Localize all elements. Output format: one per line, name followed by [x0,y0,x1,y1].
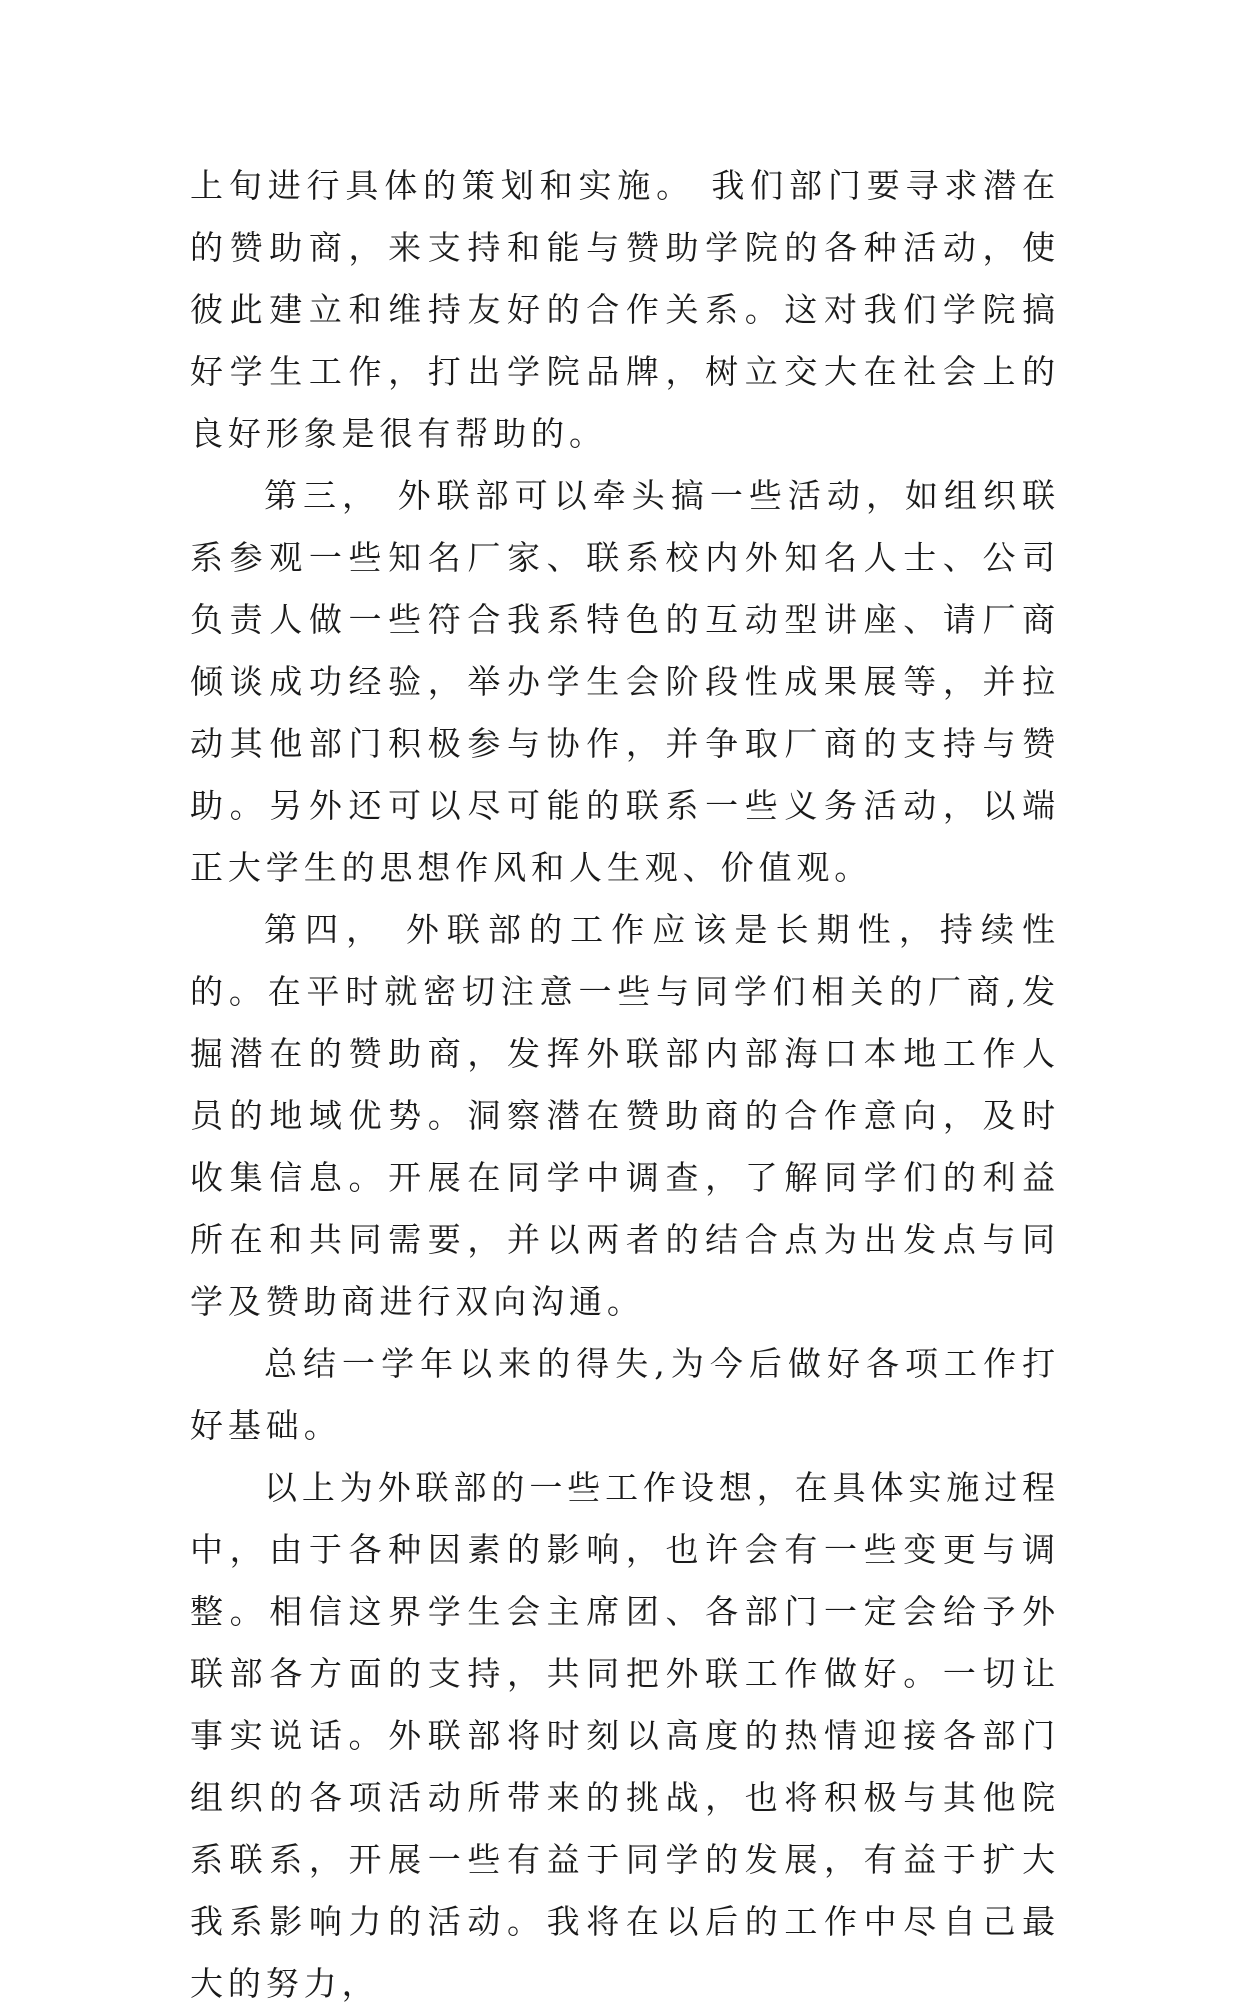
paragraph-summary: 总结一学年以来的得失,为今后做好各项工作打好基础。 [190,1344,1060,1445]
paragraph-continuation: 上旬进行具体的策划和实施。 我们部门要寻求潜在的赞助商，来支持和能与赞助学院的各种活动，使彼此建立和维持友好的合作关系。这对我们学院搞好学生工作，打出学院品牌，树立交大在社会上的良好形象是很有帮助的。 [190,166,1060,453]
paragraph-fourth-point: 第四， 外联部的工作应该是长期性，持续性的。在平时就密切注意一些与同学们相关的厂商,发掘潜在的赞助商，发挥外联部内部海口本地工作人员的地域优势。洞察潜在赞助商的合作意向，及时收集信息。开展在同学中调查，了解同学们的利益所在和共同需要，并以两者的结合点为出发点与同学及赞助商进行双向沟通。 [190,910,1060,1321]
paragraph-third-point: 第三， 外联部可以牵头搞一些活动，如组织联系参观一些知名厂家、联系校内外知名人士、公司负责人做一些符合我系特色的互动型讲座、请厂商倾谈成功经验，举办学生会阶段性成果展等，并拉动其他部门积极参与协作，并争取厂商的支持与赞助。另外还可以尽可能的联系一些义务活动，以端正大学生的思想作风和人生观、价值观。 [190,476,1060,887]
document-page [190,155,1060,2015]
paragraph-closing: 以上为外联部的一些工作设想，在具体实施过程中，由于各种因素的影响，也许会有一些变更与调整。相信这界学生会主席团、各部门一定会给予外联部各方面的支持，共同把外联工作做好。一切让事实说话。外联部将时刻以高度的热情迎接各部门组织的各项活动所带来的挑战，也将积极与其他院系联系，开展一些有益于同学的发展，有益于扩大我系影响力的活动。我将在以后的工作中尽自己最大的努力， [190,1468,1060,2003]
